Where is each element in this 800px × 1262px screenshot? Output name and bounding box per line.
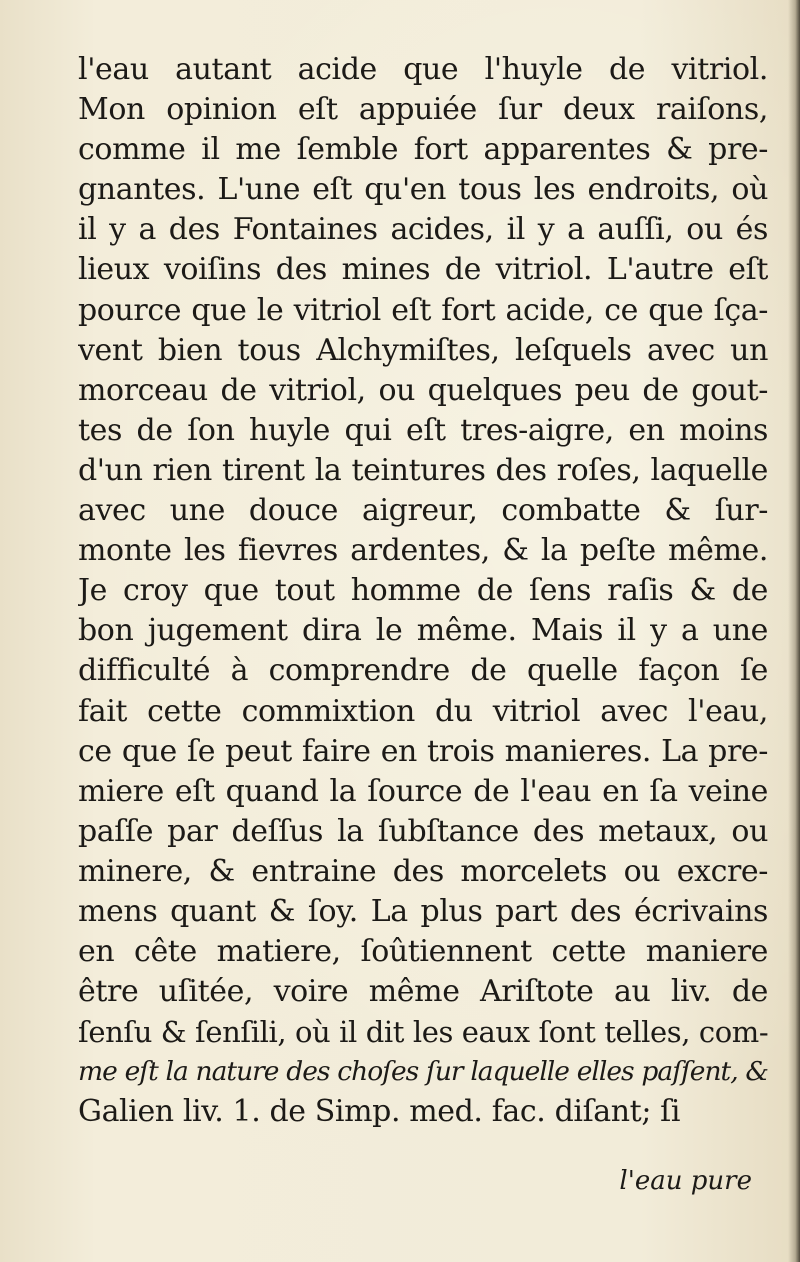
text-line: ce que ſe peut faire en trois manieres. La pre- (78, 733, 768, 769)
text-line: Mon opinion eſt appuiée ſur deux raiſons, (78, 92, 768, 128)
text-line-italic: me eſt la nature des choſes ſur laquelle elles paſſent, & (78, 1056, 768, 1088)
page-edge-shadow (788, 0, 800, 1262)
text-line: miere eſt quand la ſource de l'eau en ſa veine (78, 773, 768, 809)
text-line: morceau de vitriol, ou quelques peu de gout- (78, 372, 768, 408)
text-line: difficulté à comprendre de quelle façon ſe (78, 653, 768, 689)
text-line: pource que le vitriol eſt fort acide, ce que ſça- (78, 292, 768, 328)
text-line: minere, & entraine des morcelets ou excre- (78, 853, 768, 889)
text-line: lieux voiſins des mines de vitriol. L'autre eſt (78, 252, 768, 288)
text-line: paſſe par deſſus la ſubſtance des metaux, ou (78, 813, 768, 849)
text-line: fait cette commixtion du vitriol avec l'eau, (78, 693, 768, 729)
text-line: monte les fievres ardentes, & la peſte même. (78, 533, 768, 569)
text-line: il y a des Fontaines acides, il y a auſſi, ou és (78, 212, 768, 248)
text-line: en cête matiere, ſoûtiennent cette maniere (78, 934, 768, 970)
text-line: bon jugement dira le même. Mais il y a une (78, 613, 768, 649)
text-line: mens quant & ſoy. La plus part des écrivains (78, 893, 768, 929)
text-line: tes de ſon huyle qui eſt tres-aigre, en moins (78, 412, 768, 448)
text-line: être uſitée, voire même Ariſtote au liv. de (78, 974, 768, 1010)
page-text-block (78, 50, 768, 1133)
text-line: Je croy que tout homme de ſens raſis & de (78, 573, 768, 609)
text-line: Galien liv. 1. de Simp. med. fac. diſant; ſi (78, 1094, 681, 1130)
text-line: ſenſu & ſenſili, où il dit les eaux ſont telles, com- (78, 1015, 768, 1050)
catchword: l'eau pure (619, 1166, 752, 1196)
text-line: d'un rien tirent la teintures des roſes, laquelle (78, 452, 768, 488)
text-line: comme il me ſemble fort apparentes & pre- (78, 132, 768, 168)
text-line: gnantes. L'une eſt qu'en tous les endroits, où (78, 172, 768, 208)
text-line: l'eau autant acide que l'huyle de vitriol. (78, 52, 768, 87)
text-line: avec une douce aigreur, combatte & ſur- (78, 493, 768, 529)
text-line: vent bien tous Alchymiſtes, leſquels avec un (78, 332, 768, 368)
